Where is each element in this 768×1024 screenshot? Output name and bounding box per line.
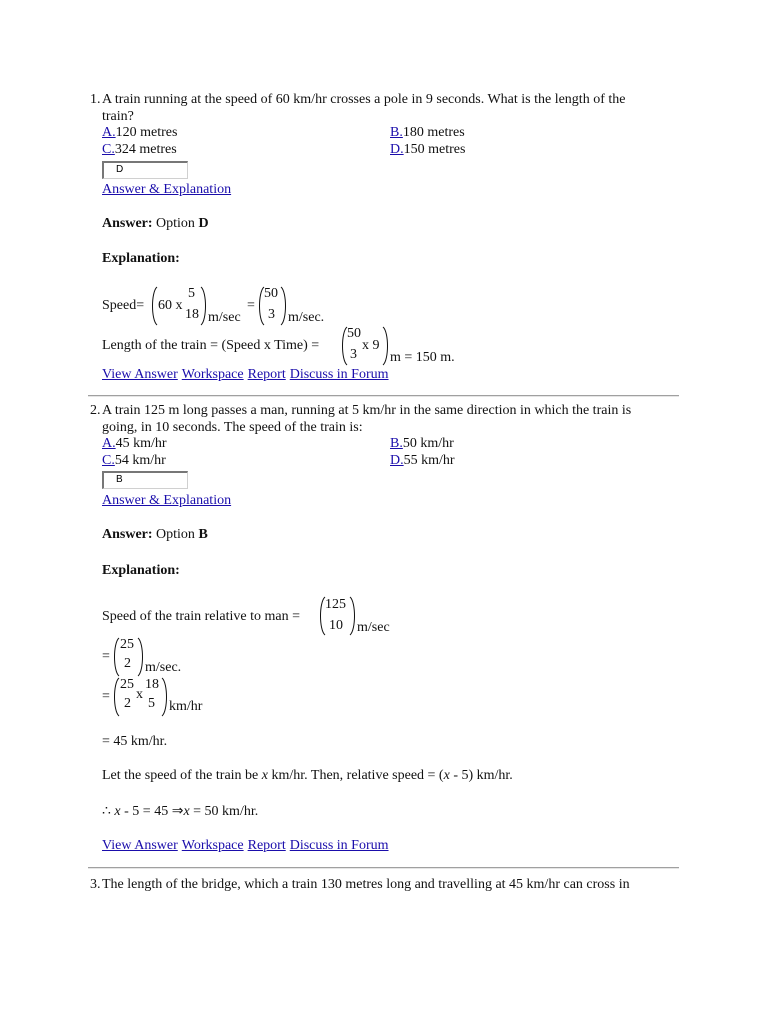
question-text xyxy=(90,91,680,125)
unit-text: m/sec xyxy=(357,620,390,635)
view-answer-link[interactable]: View Answer xyxy=(102,367,178,382)
equals-sign: = xyxy=(102,689,110,704)
unit-text: m/sec. xyxy=(145,660,182,675)
option-c xyxy=(102,142,177,158)
question-1-links xyxy=(102,367,393,383)
let-text: - 5) km/hr. xyxy=(449,768,513,783)
fraction-numerator: 50 xyxy=(347,326,361,341)
equals-sign: = xyxy=(102,649,110,664)
fraction-numerator: 125 xyxy=(325,597,346,612)
answer-option-text: Option xyxy=(156,216,195,231)
unit-text: km/hr xyxy=(169,699,203,714)
option-letter-link[interactable]: C. xyxy=(102,142,115,157)
question-number: 3. xyxy=(90,877,101,892)
fraction-numerator: 50 xyxy=(264,286,278,301)
report-link[interactable]: Report xyxy=(247,367,286,382)
option-letter-link[interactable]: D. xyxy=(390,453,404,468)
question-text-line: train? xyxy=(102,109,134,124)
option-letter-link[interactable]: B. xyxy=(390,436,403,451)
explanation-label: Explanation: xyxy=(102,563,180,578)
multiply-sign: x xyxy=(136,687,143,702)
let-statement xyxy=(102,768,513,784)
option-b xyxy=(390,125,465,141)
question-1 xyxy=(90,91,680,125)
fraction-denominator: 10 xyxy=(329,618,343,633)
option-value: 324 metres xyxy=(114,142,177,157)
option-a xyxy=(102,436,167,452)
equals-sign: = xyxy=(247,298,255,313)
answer-label: Answer: xyxy=(102,527,153,542)
option-value: 180 metres xyxy=(402,125,465,140)
option-c xyxy=(102,453,166,469)
question-text xyxy=(90,876,680,893)
therefore-icon: ∴ xyxy=(102,804,111,819)
answer-line xyxy=(102,216,209,232)
question-separator xyxy=(88,867,679,869)
fraction-numerator: 18 xyxy=(145,677,159,692)
option-a xyxy=(102,125,177,141)
report-link[interactable]: Report xyxy=(247,838,286,853)
question-text-line: A train 125 m long passes a man, running at 5 km/hr in the same direction in which the train is xyxy=(102,403,632,418)
option-value: 50 km/hr xyxy=(402,436,454,451)
option-b xyxy=(390,436,454,452)
variable-x: x xyxy=(114,804,121,819)
answer-label: Answer: xyxy=(102,216,153,231)
workspace-link[interactable]: Workspace xyxy=(181,838,244,853)
fraction-denominator: 2 xyxy=(124,656,131,671)
question-number: 1. xyxy=(90,92,101,107)
relative-speed-label: Speed of the train relative to man = xyxy=(102,609,300,624)
view-answer-link[interactable]: View Answer xyxy=(102,838,178,853)
speed-label: Speed= xyxy=(102,298,145,313)
conclusion-text: = 50 km/hr. xyxy=(189,804,259,819)
multiply-term: x 9 xyxy=(362,338,380,353)
fraction-numerator: 25 xyxy=(120,637,134,652)
answer-line xyxy=(102,527,208,543)
option-letter-link[interactable]: C. xyxy=(102,453,115,468)
question-2-links xyxy=(102,838,393,854)
discuss-forum-link[interactable]: Discuss in Forum xyxy=(289,367,389,382)
fraction-denominator: 3 xyxy=(350,347,357,362)
unit-text: m/sec xyxy=(208,310,241,325)
discuss-forum-link[interactable]: Discuss in Forum xyxy=(289,838,389,853)
option-d xyxy=(390,142,465,158)
answer-option-letter: B xyxy=(198,527,208,542)
question-number: 2. xyxy=(90,403,101,418)
option-letter-link[interactable]: A. xyxy=(102,125,116,140)
let-text: km/hr. Then, relative speed = ( xyxy=(268,768,444,783)
question-3 xyxy=(90,876,680,893)
result-text: m = 150 m. xyxy=(390,350,455,365)
explanation-label: Explanation: xyxy=(102,251,180,266)
fraction-numerator: 25 xyxy=(120,677,134,692)
result-text: = 45 km/hr. xyxy=(102,734,168,749)
question-2 xyxy=(90,402,680,436)
option-letter-link[interactable]: B. xyxy=(390,125,403,140)
variable-x: x xyxy=(183,804,190,819)
fraction-denominator: 2 xyxy=(124,696,131,711)
answer-explanation-link[interactable]: Answer & Explanation xyxy=(102,182,232,197)
question-text-line: going, in 10 seconds. The speed of the train is: xyxy=(102,420,363,435)
question-separator xyxy=(88,395,679,397)
option-letter-link[interactable]: D. xyxy=(390,142,404,157)
fraction-left-term: 60 x xyxy=(158,298,183,313)
unit-text: m/sec. xyxy=(288,310,325,325)
question-text-line: The length of the bridge, which a train 130 metres long and travelling at 45 km/hr can cross in xyxy=(102,877,630,892)
option-value: 54 km/hr xyxy=(114,453,166,468)
workspace-link[interactable]: Workspace xyxy=(181,367,244,382)
let-text: Let the speed of the train be xyxy=(102,768,262,783)
fraction-numerator: 5 xyxy=(188,286,195,301)
fraction-denominator: 18 xyxy=(185,307,199,322)
answer-input-box[interactable]: D xyxy=(102,161,188,179)
option-value: 55 km/hr xyxy=(403,453,455,468)
conclusion-statement xyxy=(102,803,258,820)
length-formula-label: Length of the train = (Speed x Time) = xyxy=(102,338,320,353)
question-text xyxy=(90,402,680,436)
option-value: 120 metres xyxy=(115,125,178,140)
variable-x: x xyxy=(443,768,450,783)
answer-input-box[interactable]: B xyxy=(102,471,188,489)
variable-x: x xyxy=(261,768,268,783)
fraction-denominator: 5 xyxy=(148,696,155,711)
answer-option-text: Option xyxy=(156,527,195,542)
option-value: 150 metres xyxy=(403,142,466,157)
question-text-line: A train running at the speed of 60 km/hr crosses a pole in 9 seconds. What is the length of the xyxy=(102,92,626,107)
option-d xyxy=(390,453,455,469)
option-letter-link[interactable]: A. xyxy=(102,436,116,451)
fraction-denominator: 3 xyxy=(268,307,275,322)
answer-option-letter: D xyxy=(198,216,209,231)
option-value: 45 km/hr xyxy=(115,436,167,451)
answer-explanation-link[interactable]: Answer & Explanation xyxy=(102,493,232,508)
conclusion-text: - 5 = 45 ⇒ xyxy=(120,804,184,819)
